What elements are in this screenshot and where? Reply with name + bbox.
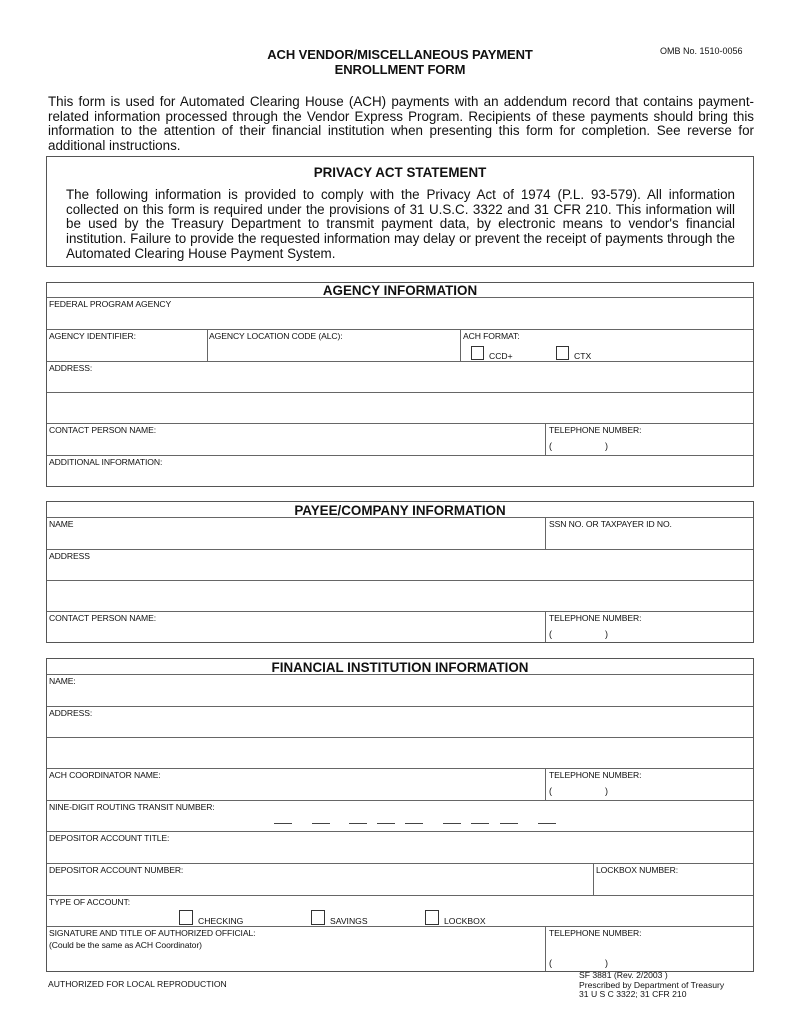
financial-section-title: FINANCIAL INSTITUTION INFORMATION [271,660,529,675]
form-title-line2: ENROLLMENT FORM [334,62,466,77]
routing-digit-6[interactable] [443,823,461,824]
agency-information-section [46,282,754,487]
agency-address-field[interactable] [47,362,753,424]
agency-location-code-field[interactable] [208,330,460,361]
fi-address-label: ADDRESS: [49,708,93,718]
agency-identifier-label: AGENCY IDENTIFIER: [49,331,136,341]
ccd-plus-label: CCD+ [489,351,513,361]
signature-telephone-field[interactable] [546,927,753,971]
agency-telephone-field[interactable] [546,424,753,455]
depositor-account-number-label: DEPOSITOR ACCOUNT NUMBER: [49,865,184,875]
depositor-account-title-field[interactable] [47,832,753,863]
routing-digit-4[interactable] [377,823,395,824]
routing-digit-1[interactable] [274,823,292,824]
signature-telephone-label: TELEPHONE NUMBER: [549,928,642,938]
payee-name-field[interactable] [47,518,545,549]
routing-number-field[interactable] [47,801,753,831]
signature-label: SIGNATURE AND TITLE OF AUTHORIZED OFFICIAL: [49,928,256,938]
additional-information-field[interactable] [47,456,753,486]
signature-note: (Could be the same as ACH Coordinator) [49,940,202,950]
signature-field[interactable] [47,927,545,971]
area-code-close-paren: ) [605,958,608,968]
form-title-line1: ACH VENDOR/MISCELLANEOUS PAYMENT [267,47,533,62]
payee-telephone-field[interactable] [546,612,753,642]
area-code-open-paren: ( [549,441,552,451]
ccd-plus-checkbox[interactable] [471,346,484,360]
lockbox-checkbox[interactable] [425,910,439,925]
ach-coordinator-name-field[interactable] [47,769,545,800]
routing-digit-3[interactable] [349,823,367,824]
fi-telephone-field[interactable] [546,769,753,800]
agency-identifier-field[interactable] [47,330,207,361]
area-code-close-paren: ) [605,441,608,451]
fi-telephone-label: TELEPHONE NUMBER: [549,770,642,780]
form-number: SF 3881 (Rev. 2/2003 ) [579,970,668,980]
lockbox-number-field[interactable] [594,864,753,895]
payee-name-label: NAME [49,519,74,529]
divider [47,737,753,738]
divider [47,392,753,393]
fi-name-label: NAME: [49,676,76,686]
routing-digit-8[interactable] [500,823,518,824]
divider [460,329,461,361]
agency-section-title: AGENCY INFORMATION [322,283,478,298]
ach-coordinator-label: ACH COORDINATOR NAME: [49,770,161,780]
savings-label: SAVINGS [330,916,368,926]
ctx-checkbox[interactable] [556,346,569,360]
agency-contact-label: CONTACT PERSON NAME: [49,425,157,435]
prescribed-by: Prescribed by Department of Treasury [579,979,725,990]
area-code-open-paren: ( [549,629,552,639]
lockbox-number-label: LOCKBOX NUMBER: [596,865,679,875]
financial-institution-section [46,658,754,972]
checking-label: CHECKING [198,916,244,926]
depositor-account-number-field[interactable] [47,864,593,895]
routing-digit-2[interactable] [312,823,330,824]
fi-name-field[interactable] [47,675,753,706]
area-code-close-paren: ) [605,786,608,796]
form-identifier-block [579,971,724,1000]
savings-checkbox[interactable] [311,910,325,925]
agency-telephone-label: TELEPHONE NUMBER: [549,425,642,435]
payee-telephone-label: TELEPHONE NUMBER: [549,613,642,623]
federal-program-agency-label: FEDERAL PROGRAM AGENCY [49,299,172,309]
agency-address-label: ADDRESS: [49,363,93,373]
additional-information-label: ADDITIONAL INFORMATION: [49,457,163,467]
routing-digit-7[interactable] [471,823,489,824]
payee-address-label: ADDRESS [49,551,90,561]
federal-program-agency-field[interactable] [47,298,753,329]
ssn-taxpayer-id-field[interactable] [546,518,753,549]
divider [47,895,753,896]
alc-label: AGENCY LOCATION CODE (ALC): [209,331,343,341]
payee-contact-label: CONTACT PERSON NAME: [49,613,157,623]
area-code-close-paren: ) [605,629,608,639]
ach-format-label: ACH FORMAT: [463,331,520,341]
omb-number: OMB No. 1510-0056 [660,46,743,56]
privacy-act-box [46,156,754,267]
area-code-open-paren: ( [549,786,552,796]
payee-section-title: PAYEE/COMPANY INFORMATION [294,503,506,518]
ctx-label: CTX [574,351,592,361]
routing-digit-9[interactable] [538,823,556,824]
legal-citation: 31 U S C 3322; 31 CFR 210 [579,989,687,999]
depositor-account-title-label: DEPOSITOR ACCOUNT TITLE: [49,833,170,843]
authorized-reproduction-note: AUTHORIZED FOR LOCAL REPRODUCTION [48,979,227,989]
type-of-account-label: TYPE OF ACCOUNT: [49,897,131,907]
privacy-act-body: The following information is provided to comply with the Privacy Act of 1974 (P.L. 93-579). All information collected on this form is required under the provisions of 31 U.S.C. 3322 and 31 CFR 210. This information will be used by the Treasury Department to transmit payment data, by electronic means to vendor's financial institution. Failure to provide the requested information may delay or prevent the receipt of payments through the Automated Clearing House Payment System. [66,187,735,261]
area-code-open-paren: ( [549,958,552,968]
fi-address-field[interactable] [47,707,753,769]
checking-checkbox[interactable] [179,910,193,925]
divider [47,580,753,581]
intro-paragraph: This form is used for Automated Clearing House (ACH) payments with an addendum record that contains payment-related information processed through the Vendor Express Program. Recipients of these payments should bring this information to the attention of their financial institution when presenting this form for completion. See reverse for additional instructions. [48,94,754,153]
lockbox-label: LOCKBOX [444,916,486,926]
agency-contact-name-field[interactable] [47,424,545,455]
ssn-taxpayer-id-label: SSN NO. OR TAXPAYER ID NO. [549,519,672,529]
routing-digit-5[interactable] [405,823,423,824]
payee-address-field[interactable] [47,550,753,612]
routing-number-label: NINE-DIGIT ROUTING TRANSIT NUMBER: [49,802,215,812]
payee-contact-name-field[interactable] [47,612,545,642]
payee-company-section [46,501,754,643]
privacy-act-title: PRIVACY ACT STATEMENT [313,165,487,180]
